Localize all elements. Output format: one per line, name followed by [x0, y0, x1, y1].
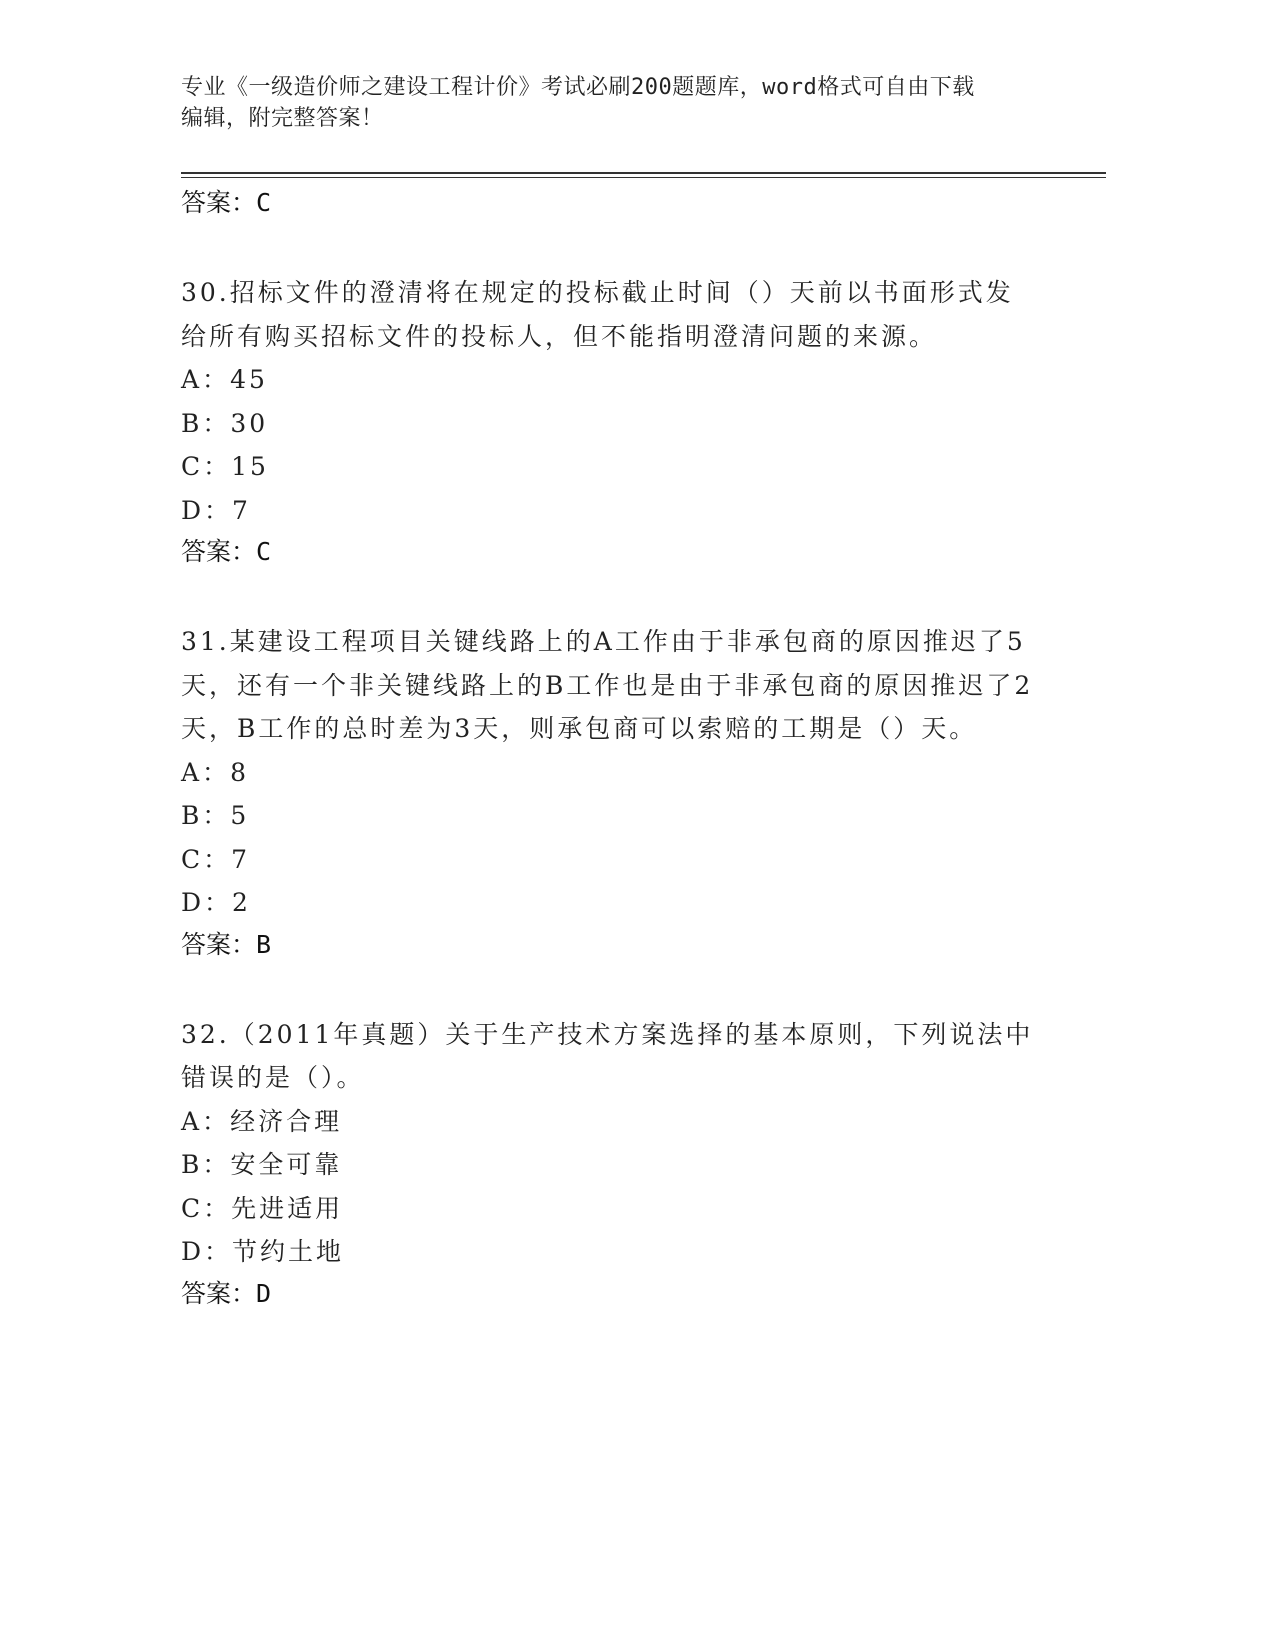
question-item	[181, 620, 1041, 965]
option-text: 先进适用	[231, 1193, 344, 1223]
option-text: 15	[231, 452, 269, 481]
option-b	[181, 1143, 1041, 1187]
option-c	[181, 1187, 1041, 1231]
option-text: 经济合理	[230, 1106, 343, 1136]
option-key: B：	[181, 408, 231, 438]
option-key: D：	[181, 495, 233, 525]
answer-line: 答案：D	[181, 1278, 272, 1308]
option-key: A：	[181, 1106, 231, 1136]
option-a	[181, 1100, 1041, 1144]
header-divider-thin	[181, 177, 1106, 178]
option-b	[181, 794, 1041, 838]
question-item	[181, 1013, 1041, 1314]
header-divider	[181, 172, 1106, 174]
option-text: 45	[230, 365, 268, 394]
option-key: A：	[181, 365, 231, 394]
option-text: 8	[230, 757, 249, 787]
question-item	[181, 271, 1041, 572]
option-d	[181, 881, 1041, 925]
option-text: 节约土地	[232, 1237, 345, 1266]
option-key: C：	[181, 452, 232, 481]
option-b	[181, 402, 1041, 446]
option-key: D：	[181, 888, 233, 917]
option-key: D：	[181, 1237, 233, 1266]
option-d	[181, 1230, 1041, 1274]
option-key: C：	[181, 1193, 232, 1223]
option-d	[181, 489, 1041, 533]
option-text: 安全可靠	[230, 1150, 343, 1179]
question-list	[181, 183, 1041, 1314]
header-line-1: 专业《一级造价师之建设工程计价》考试必刷200题题库，word格式可自由下载	[181, 75, 975, 100]
option-key: A：	[181, 757, 231, 787]
question-stem: 32.（2011年真题）关于生产技术方案选择的基本原则，下列说法中错误的是（）。	[181, 1019, 1034, 1092]
option-text: 30	[230, 408, 269, 438]
option-a	[181, 358, 1041, 402]
option-text: 7	[231, 844, 251, 874]
page-header	[181, 72, 1041, 134]
option-key: B：	[181, 1150, 231, 1179]
option-key: C：	[181, 844, 232, 874]
header-line-2: 编辑，附完整答案！	[181, 106, 384, 131]
option-c	[181, 838, 1041, 882]
question-stem: 31.某建设工程项目关键线路上的A工作由于非承包商的原因推迟了5天，还有一个非关键线路上的B工作也是由于非承包商的原因推迟了2天，B工作的总时差为3天，则承包商可以索赔的工期是（）天。	[181, 627, 1034, 743]
option-text: 7	[232, 495, 251, 525]
answer-line: 答案：C	[181, 537, 272, 566]
option-key: B：	[181, 801, 231, 830]
option-text: 5	[230, 801, 250, 830]
previous-answer: 答案：C	[181, 188, 272, 217]
answer-line: 答案：B	[181, 929, 272, 959]
option-text: 2	[232, 888, 251, 917]
question-stem: 30.招标文件的澄清将在规定的投标截止时间（）天前以书面形式发给所有购买招标文件的投标人，但不能指明澄清问题的来源。	[181, 278, 1014, 351]
option-a	[181, 751, 1041, 795]
option-c	[181, 445, 1041, 489]
